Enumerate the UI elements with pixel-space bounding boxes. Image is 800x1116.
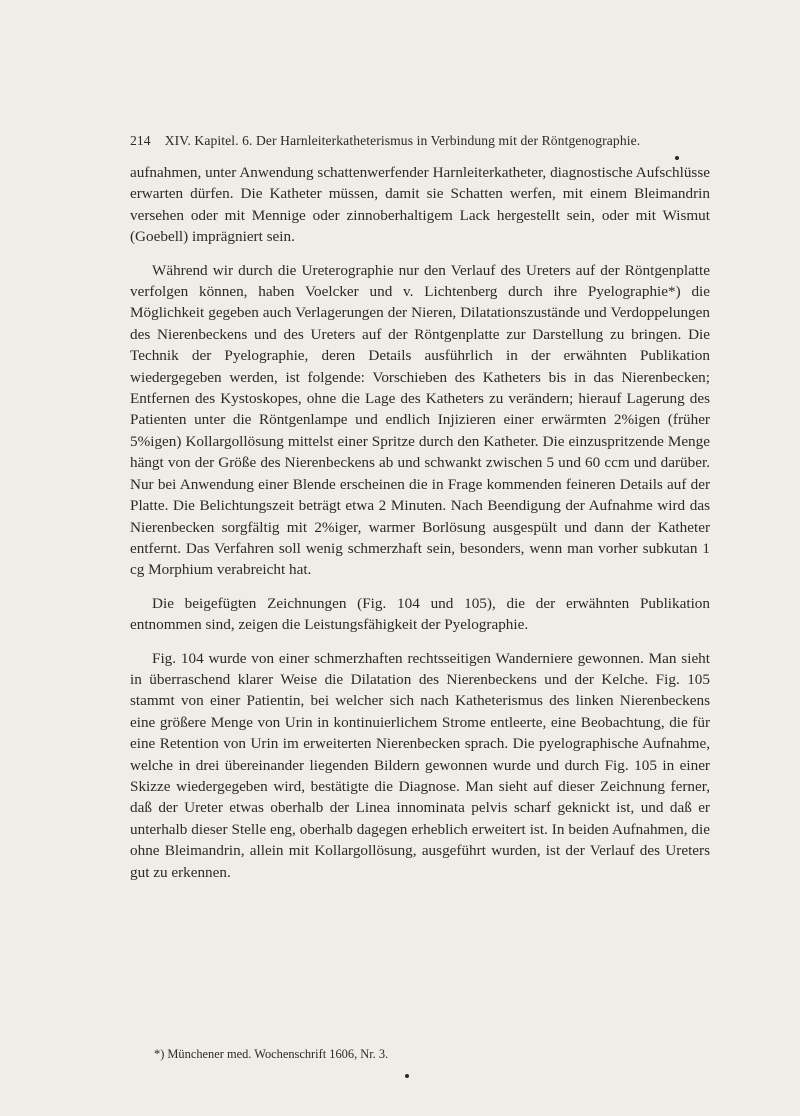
- paragraph-pyelographie-technik: Während wir durch die Ureterographie nur den Verlauf des Ureters auf der Röntgenplatte verfolgen können, haben Voelcker und v. Lichtenberg durch ihre Pyelographie*) die Möglichkeit gegeben auch Verlagerungen der Nieren, Dilatationszustände und Verdoppelungen des Nierenbeckens und des Ureters auf der Röntgenplatte zur Darstellung zu bringen. Die Technik der Pyelographie, deren Details ausführlich in der erwähnten Publikation wiedergegeben werden, ist folgende: Vorschieben des Katheters bis in das Nierenbecken; Entfernen des Kystoskopes, ohne die Lage des Katheters zu verändern; hierauf Lagerung des Patienten unter die Röntgenlampe und endlich Injizieren einer erwärmten 2%igen (früher 5%igen) Kollargollösung mittelst einer Spritze durch den Katheter. Die einzuspritzende Menge hängt von der Größe des Nierenbeckens ab und schwankt zwischen 5 und 60 ccm und darüber. Nur bei Anwendung einer Blende erscheinen die in Frage kommenden feineren Details auf der Platte. Die Belichtungszeit beträgt etwa 2 Minuten. Nach Beendigung der Aufnahme wird das Nierenbecken sorgfältig mit 2%iger, warmer Borlösung ausgespült und dann der Katheter entfernt. Das Verfahren soll wenig schmerzhaft sein, besonders, wenn man vorher subkutan 1 cg Morphium verabreicht hat.: [130, 261, 710, 579]
- paragraph-fig-104-105: Fig. 104 wurde von einer schmerzhaften rechtsseitigen Wanderniere gewonnen. Man sieht in überraschend klarer Weise die Dilatation des Nierenbeckens und der Kelche. Fig. 105 stammt von einer Patientin, bei welcher sich nach Katheterismus des linken Nierenbeckens eine größere Menge von Urin in kontinuierlichem Strome entleerte, eine Beobachtung, die für eine Retention von Urin im erweiterten Nierenbecken sprach. Die pyelographische Aufnahme, welche in drei übereinander liegenden Bildern gewonnen wurde und durch Fig. 105 in einer Skizze wiedergegeben wird, bestätigte die Diagnose. Man sieht auf dieser Zeichnung ferner, daß der Ureter etwas oberhalb der Linea innominata pelvis scharf geknickt ist, und daß er unterhalb dieser Stelle eng, oberhalb dagegen erheblich erweitert ist. In beiden Aufnahmen, die ohne Bleimandrin, allein mit Kollargollösung, ausgeführt wurden, ist der Verlauf des Ureters gut zu erkennen.: [130, 649, 710, 881]
- printer-mark-top: [675, 156, 679, 160]
- footnote: *) Münchener med. Wochenschrift 1606, Nr. 3.: [154, 1047, 389, 1061]
- chapter-title: XIV. Kapitel. 6. Der Harnleiterkatheterismus in Verbindung mit der Röntgenographie.: [164, 133, 641, 148]
- body-text: [130, 162, 710, 895]
- page-number: 214: [130, 133, 151, 148]
- printer-mark-bottom: [405, 1074, 409, 1078]
- paragraph-continued: aufnahmen, unter Anwendung schattenwerfender Harnleiterkatheter, diagnostische Aufschlüsse erwarten dürfen. Die Katheter müssen, damit sie Schatten werfen, mit einem Bleimandrin versehen oder mit Mennige oder zinnoberhaltigem Lack hergestellt sein, oder mit Wismut (Goebell) imprägniert sein.: [130, 164, 710, 246]
- running-head: [130, 133, 710, 149]
- paragraph-zeichnungen: Die beigefügten Zeichnungen (Fig. 104 und 105), die der erwähnten Publikation entnommen sind, zeigen die Leistungsfähigkeit der Pyelographie.: [130, 594, 710, 634]
